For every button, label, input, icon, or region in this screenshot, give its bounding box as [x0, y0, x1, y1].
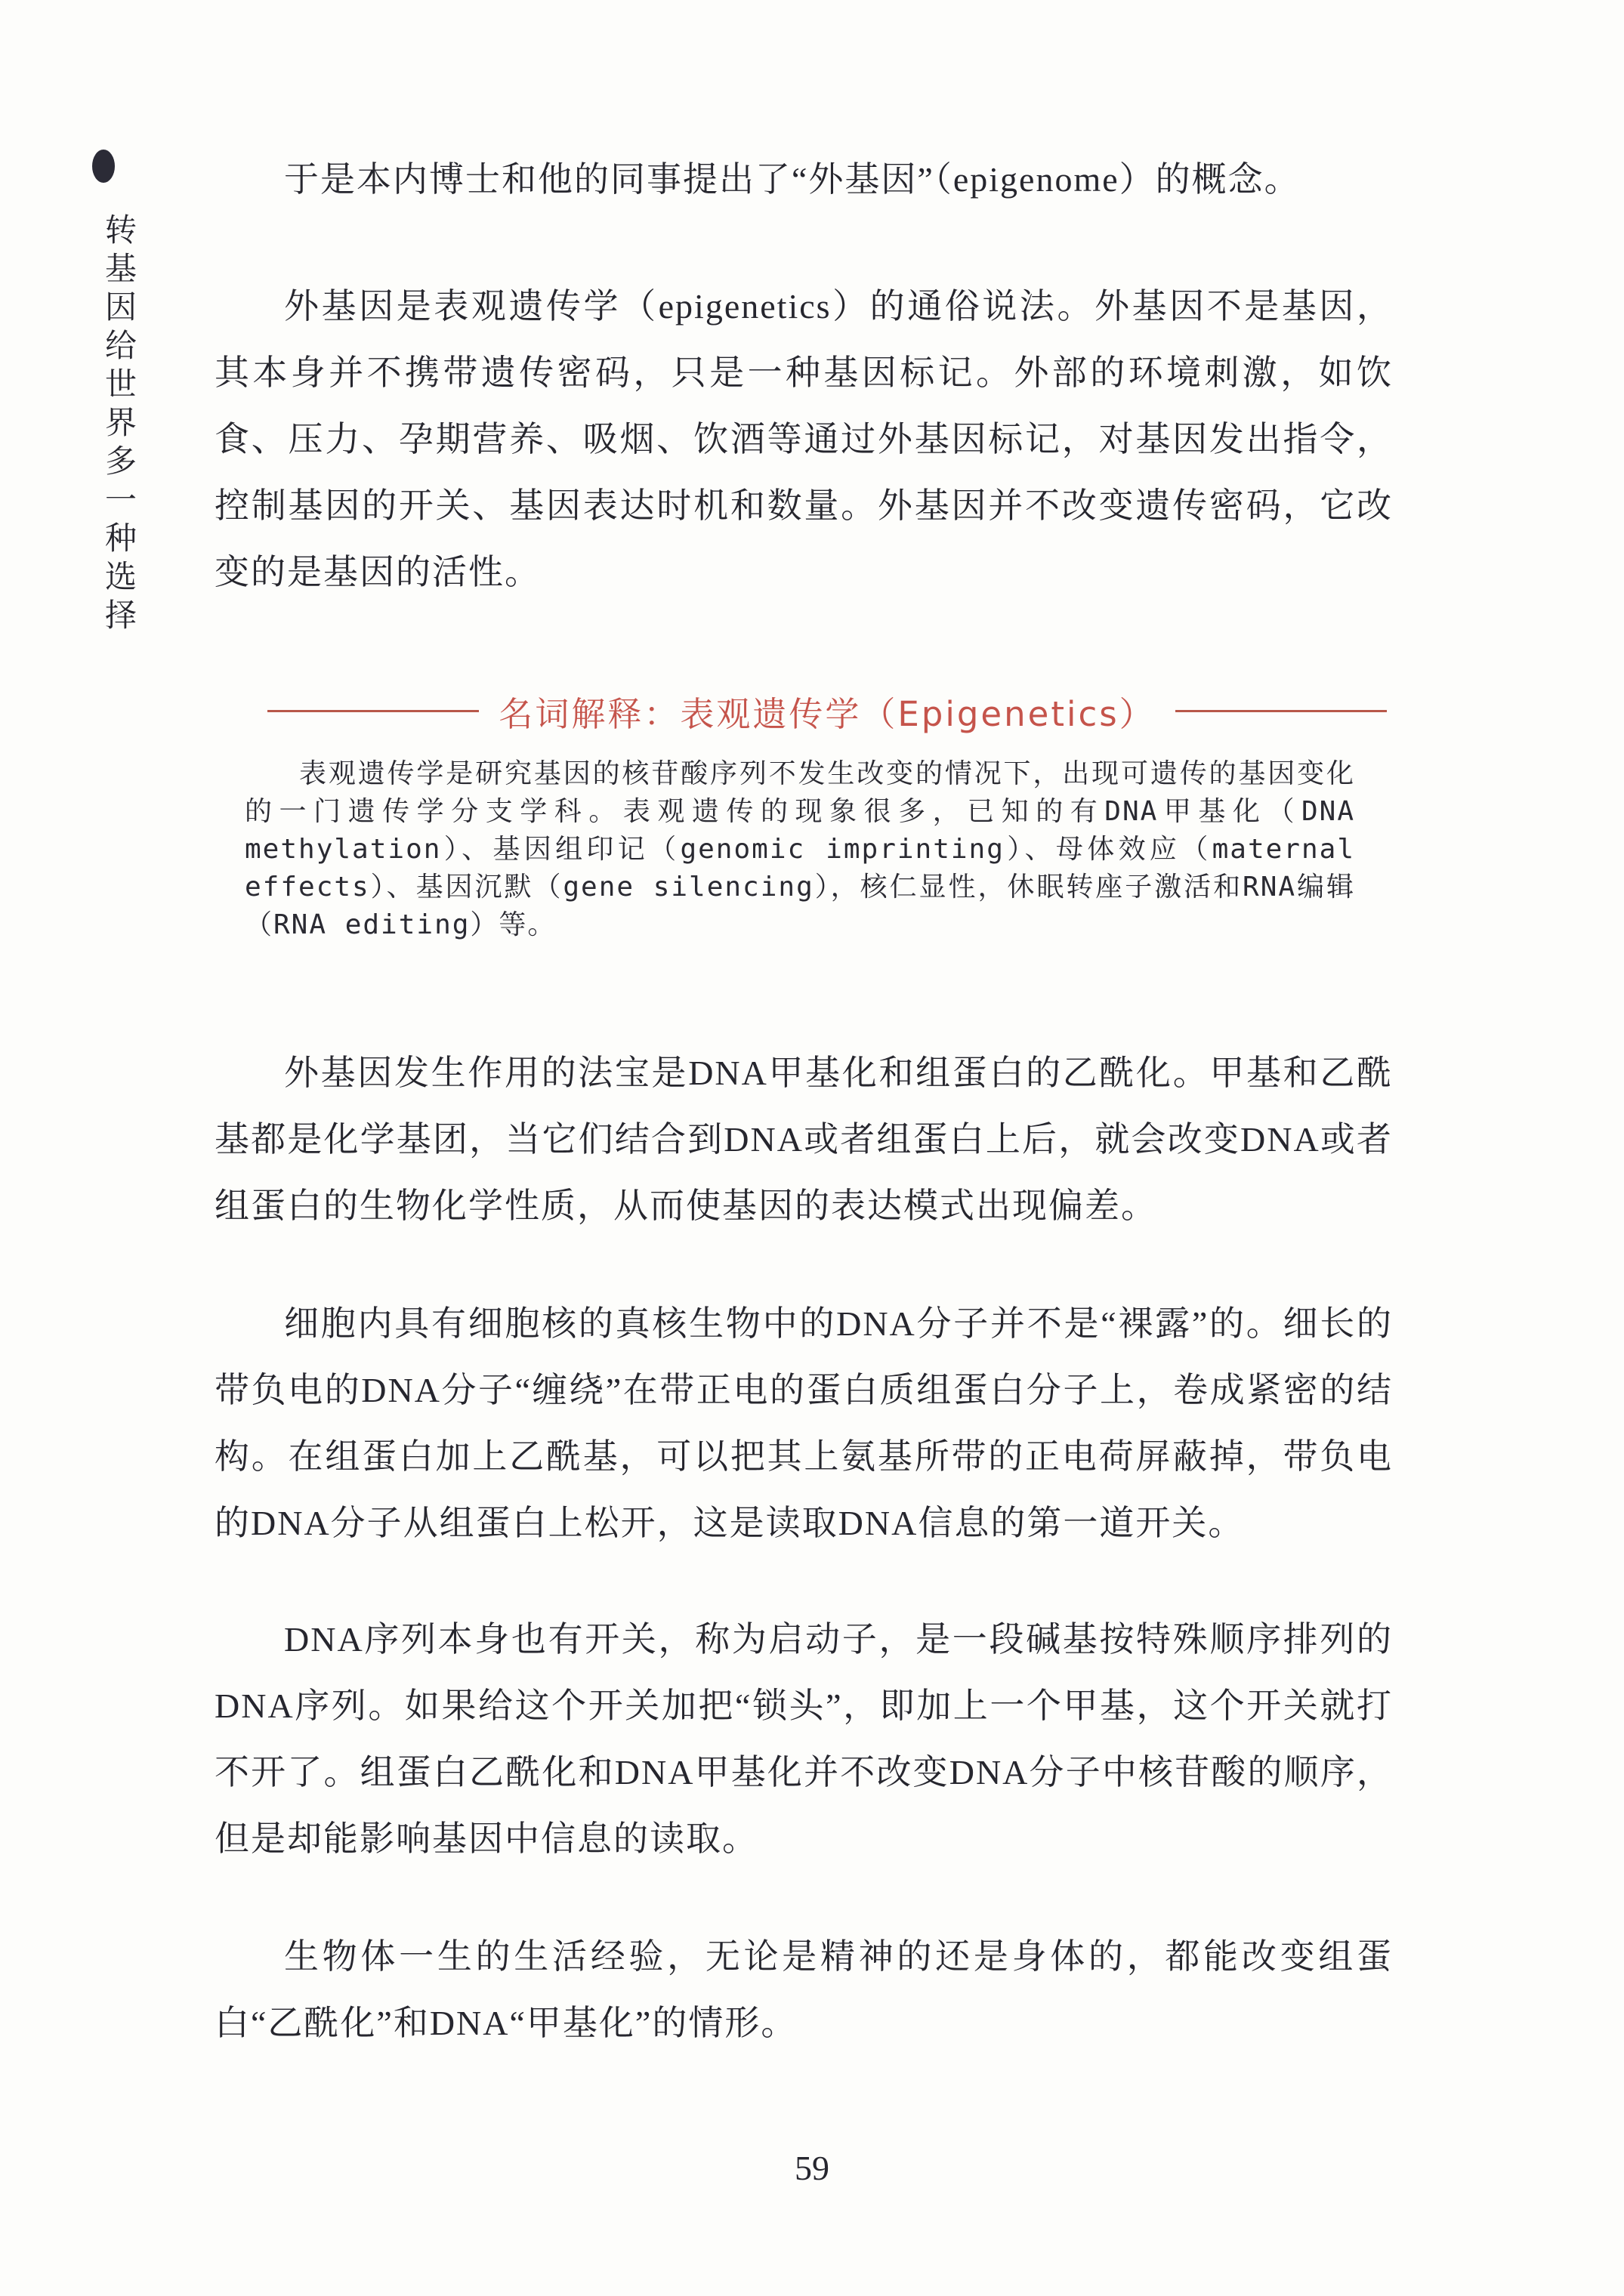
callout-body: 表观遗传学是研究基因的核苷酸序列不发生改变的情况下，出现可遗传的基因变化的一门遗传学分支学科。表观遗传的现象很多，已知的有DNA甲基化（DNA methylation）、基因组印记（genomic imprinting）、母体效应（maternal effects）、基因沉默（gene silencing），核仁显性，休眠转座子激活和RNA编辑（RNA editing）等。	[245, 758, 1355, 940]
paragraph-3: 外基因发生作用的法宝是DNA甲基化和组蛋白的乙酰化。甲基和乙酰基都是化学基团，当它们结合到DNA或者组蛋白上后，就会改变DNA或者组蛋白的生物化学性质，从而使基因的表达模式出现偏差。	[215, 1054, 1393, 1225]
paragraph-1: 于是本内博士和他的同事提出了“外基因”（epigenome）的概念。	[284, 160, 1301, 199]
callout-heading: 名词解释：表观遗传学（Epigenetics）	[499, 693, 1156, 734]
callout-heading-row	[267, 692, 1387, 734]
chapter-bullet-icon	[92, 150, 115, 183]
paragraph-2: 外基因是表观遗传学（epigenetics）的通俗说法。外基因不是基因，其本身并不携带遗传密码，只是一种基因标记。外部的环境刺激，如饮食、压力、孕期营养、吸烟、饮酒等通过外基因标记，对基因发出指令，控制基因的开关、基因表达时机和数量。外基因并不改变遗传密码，它改变的是基因的活性。	[215, 287, 1393, 591]
paragraph-6: 生物体一生的生活经验，无论是精神的还是身体的，都能改变组蛋白“乙酰化”和DNA“甲基化”的情形。	[215, 1937, 1393, 2042]
paragraph-5: DNA序列本身也有开关，称为启动子，是一段碱基按特殊顺序排列的DNA序列。如果给这个开关加把“锁头”，即加上一个甲基，这个开关就打不开了。组蛋白乙酰化和DNA甲基化并不改变DNA分子中核苷酸的顺序，但是却能影响基因中信息的读取。	[215, 1620, 1393, 1858]
callout-divider-left	[267, 710, 479, 712]
page-number: 59	[795, 2149, 829, 2187]
paragraph-4: 细胞内具有细胞核的真核生物中的DNA分子并不是“裸露”的。细长的带负电的DNA分子“缠绕”在带正电的蛋白质组蛋白分子上，卷成紧密的结构。在组蛋白加上乙酰基，可以把其上氨基所带的正电荷屏蔽掉，带负电的DNA分子从组蛋白上松开，这是读取DNA信息的第一道开关。	[215, 1304, 1393, 1542]
callout-divider-right	[1175, 710, 1387, 712]
book-title-vertical: 转基因给世界多一种选择	[100, 213, 135, 637]
